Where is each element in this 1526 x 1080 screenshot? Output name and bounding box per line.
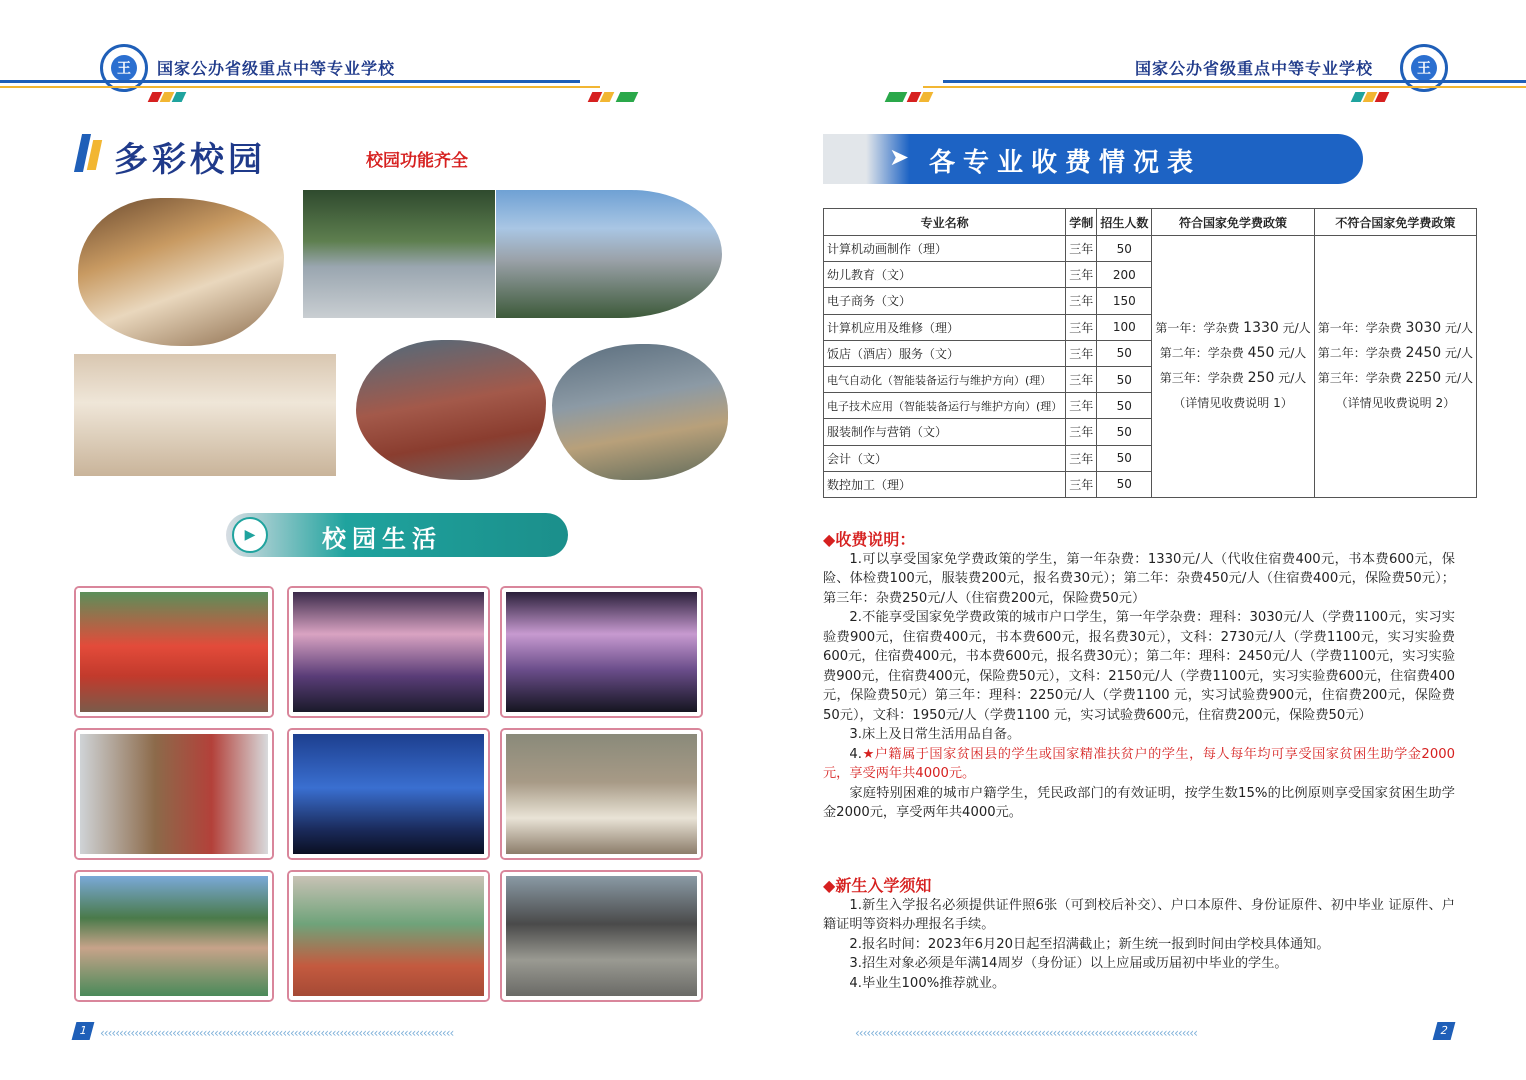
- header-stripe: [919, 92, 934, 102]
- right-page: [763, 0, 1526, 1080]
- major-name: 电子商务（文）: [824, 288, 1066, 314]
- fee-year-label: 第三年：学杂费: [1159, 371, 1244, 386]
- footer-chevron-decoration: ‹‹‹‹‹‹‹‹‹‹‹‹‹‹‹‹‹‹‹‹‹‹‹‹‹‹‹‹‹‹‹‹‹‹‹‹‹‹‹‹‹‹‹‹‹‹‹‹‹‹‹‹‹‹‹‹‹‹‹‹‹‹‹‹‹‹‹‹‹‹‹‹‹‹‹‹‹‹‹‹‹‹‹‹‹‹‹‹‹‹: [855, 1026, 1197, 1040]
- fee-year-label: 第一年：学杂费: [1155, 321, 1240, 336]
- free-policy-fees: [1152, 236, 1314, 498]
- major-years: 三年: [1066, 366, 1097, 392]
- fee-note-5: 家庭特别困难的城市户籍学生，凭民政部门的有效证明，按学生数15%的比例原则享受国家贫困生助学金2000元，享受两年共4000元。: [823, 785, 1455, 820]
- fee-note-4-number: 4.: [849, 746, 862, 762]
- table-row: [824, 236, 1477, 262]
- fee-unit: 元/人: [1445, 371, 1474, 386]
- header-stripe: [172, 92, 187, 102]
- fee-notes-heading: [823, 530, 1455, 550]
- major-years: 三年: [1066, 445, 1097, 471]
- header-rule: [943, 80, 1526, 83]
- header-stripe: [616, 92, 639, 102]
- table-header-row: [824, 209, 1477, 236]
- canteen-photo: [78, 198, 284, 346]
- fee-amount: 2450: [1405, 345, 1442, 362]
- martial-arts-show-photo: [502, 588, 701, 716]
- header-title-left: 国家公办省级重点中等专业学校: [157, 59, 396, 78]
- major-count: 50: [1097, 236, 1152, 262]
- major-count: 50: [1097, 445, 1152, 471]
- major-years: 三年: [1066, 314, 1097, 340]
- calligraphy-class-photo: [502, 730, 701, 858]
- page-number-right: 2: [1433, 1022, 1456, 1040]
- header-rule-accent: [0, 86, 600, 88]
- diamond-icon: ◆: [823, 530, 836, 549]
- chorus-performance-photo: [289, 588, 488, 716]
- fee-year-label: 第三年：学杂费: [1317, 371, 1402, 386]
- section-title-colorful-campus: 多彩校园: [114, 140, 266, 180]
- library-photo: [76, 730, 272, 858]
- footer-chevron-decoration: ‹‹‹‹‹‹‹‹‹‹‹‹‹‹‹‹‹‹‹‹‹‹‹‹‹‹‹‹‹‹‹‹‹‹‹‹‹‹‹‹‹‹‹‹‹‹‹‹‹‹‹‹‹‹‹‹‹‹‹‹‹‹‹‹‹‹‹‹‹‹‹‹‹‹‹‹‹‹‹‹‹‹‹‹‹‹‹‹‹‹‹‹‹: [100, 1026, 454, 1040]
- header-stripe: [885, 92, 908, 102]
- major-name: 计算机应用及维修（理）: [824, 314, 1066, 340]
- major-years: 三年: [1066, 419, 1097, 445]
- enrollment-notes-heading: [823, 876, 1455, 896]
- fee-amount: 2250: [1405, 370, 1442, 387]
- basketball-game-photo: [289, 872, 488, 1000]
- fee-notes-section: [823, 530, 1455, 823]
- major-name: 数控加工（理）: [824, 471, 1066, 497]
- fee-unit: 元/人: [1278, 371, 1307, 386]
- major-count: 200: [1097, 262, 1152, 288]
- major-count: 50: [1097, 471, 1152, 497]
- nonfree-policy-fees: [1314, 236, 1476, 498]
- fee-table-banner: [823, 134, 1363, 184]
- skills-competition-photo: [289, 730, 488, 858]
- student-group-photo: [76, 872, 272, 1000]
- major-count: 50: [1097, 393, 1152, 419]
- fee-unit: 元/人: [1278, 346, 1307, 361]
- col-header-nonfree-policy: 不符合国家免学费政策: [1314, 209, 1476, 236]
- teaching-building-photo: [496, 190, 722, 318]
- header-rule-accent: [923, 86, 1526, 88]
- fee-note: （详情见收费说明 2）: [1335, 396, 1456, 411]
- fee-notes-heading-text: 收费说明：: [835, 530, 916, 549]
- fee-note-1: 1.可以享受国家免学费政策的学生，第一年杂费：1330元/人（代收住宿费400元，书本费600元，保险、体检费100元，服装费200元，报名费30元）；第二年：杂费450元/人（住宿费400元，保险费50元）；第三年：杂费250元/人（住宿费200元，保险费50元）: [823, 551, 1455, 606]
- campus-building-photo: [303, 190, 495, 318]
- fee-line: [1155, 341, 1310, 366]
- logo-mark: 王: [1411, 55, 1437, 81]
- fee-amount: 3030: [1405, 320, 1442, 337]
- col-header-enrollment: 招生人数: [1097, 209, 1152, 236]
- fee-line: [1155, 316, 1310, 341]
- page-number-left: 1: [72, 1022, 95, 1040]
- campus-life-title: 校园生活: [322, 525, 442, 553]
- fee-line: [1318, 316, 1473, 341]
- enroll-note-1: 1.新生入学报名必须提供证件照6张（可到校后补交）、户口本原件、身份证原件、初中毕业 证原件、户籍证明等资料办理报名手续。: [823, 897, 1455, 932]
- major-count: 150: [1097, 288, 1152, 314]
- major-name: 电子技术应用（智能装备运行与维护方向）(理）: [824, 393, 1066, 419]
- header-rule: [0, 80, 580, 83]
- fee-amount: 250: [1247, 370, 1275, 387]
- title-bar-icon: [87, 140, 102, 170]
- major-name: 幼儿教育（文）: [824, 262, 1066, 288]
- fee-year-label: 第二年：学杂费: [1317, 346, 1402, 361]
- major-count: 50: [1097, 366, 1152, 392]
- enrollment-notes-heading-text: 新生入学须知: [835, 876, 932, 895]
- major-name: 计算机动画制作（理）: [824, 236, 1066, 262]
- major-years: 三年: [1066, 393, 1097, 419]
- major-count: 50: [1097, 419, 1152, 445]
- major-name: 会计（文）: [824, 445, 1066, 471]
- enrollment-notes-section: [823, 876, 1455, 993]
- logo-mark: 王: [111, 55, 137, 81]
- major-name: 服装制作与营销（文）: [824, 419, 1066, 445]
- major-years: 三年: [1066, 236, 1097, 262]
- school-logo-right: [1400, 44, 1448, 92]
- fee-note-4: [823, 745, 1455, 784]
- header-stripe: [600, 92, 615, 102]
- fee-line: [1155, 366, 1310, 391]
- fee-table: [823, 208, 1477, 498]
- col-header-years: 学制: [1066, 209, 1097, 236]
- fee-year-label: 第二年：学杂费: [1159, 346, 1244, 361]
- fee-note-4-highlight: ★户籍属于国家贫困县的学生或国家精准扶贫户的学生，每人每年均可享受国家贫困生助学金2000元，享受两年共4000元。: [823, 746, 1455, 781]
- stage-performance-photo: [76, 588, 272, 716]
- major-years: 三年: [1066, 288, 1097, 314]
- diamond-icon: ◆: [823, 876, 836, 895]
- major-years: 三年: [1066, 340, 1097, 366]
- fee-unit: 元/人: [1445, 321, 1474, 336]
- play-arrow-icon: ▶: [232, 517, 268, 553]
- major-count: 50: [1097, 340, 1152, 366]
- enroll-note-2: 2.报名时间：2023年6月20日起至招满截止；新生统一报到时间由学校具体通知。: [849, 936, 1330, 952]
- fee-year-label: 第一年：学杂费: [1317, 321, 1402, 336]
- fee-table-title: 各专业收费情况表: [929, 148, 1202, 178]
- major-years: 三年: [1066, 262, 1097, 288]
- major-name: 电气自动化（智能装备运行与维护方向）(理）: [824, 366, 1066, 392]
- col-header-free-policy: 符合国家免学费政策: [1152, 209, 1314, 236]
- fee-amount: 450: [1247, 345, 1275, 362]
- fee-unit: 元/人: [1445, 346, 1474, 361]
- major-count: 100: [1097, 314, 1152, 340]
- major-name: 饭店（酒店）服务（文）: [824, 340, 1066, 366]
- culture-wall-photo: [356, 340, 546, 480]
- enroll-note-3: 3.招生对象必须是年满14周岁（身份证）以上应届或历届初中毕业的学生。: [849, 956, 1288, 971]
- fee-unit: 元/人: [1282, 321, 1311, 336]
- tug-of-war-photo: [502, 872, 701, 1000]
- fee-note-3: 3.床上及日常生活用品自备。: [849, 727, 1021, 742]
- campus-plaza-photo: [552, 344, 728, 480]
- chevron-right-icon: ➤: [889, 143, 910, 171]
- header-stripe: [1375, 92, 1390, 102]
- fee-note: （详情见收费说明 1）: [1173, 396, 1293, 411]
- header-title-right: 国家公办省级重点中等专业学校: [1135, 59, 1374, 78]
- fee-note-2: 2.不能享受国家免学费政策的城市户口学生，第一年学杂费：理科：3030元/人（学费1100元，实习实验费900元，住宿费400元，书本费600元，报名费30元），文科：2730元/人（学费1100元，实习实验费600元，住宿费400元，书本费600元，报名费30元）；第二年：理科：2450元/人（学费1100元，实习实验费900元，住宿费400元，保险费50元），文科：2150元/人（学费1100元，实习实验费600元，住宿费400元，保险费50元）第三年：理科：2250元/人（学费1100 元，实习试验费900元，住宿费200元，保险费50元），文科：1950元/人（学费1100 元，实习试验费600元，住宿费200元，保险费50元）: [823, 610, 1456, 723]
- section-subtitle: 校园功能齐全: [366, 151, 468, 171]
- enroll-note-4: 4.毕业生100%推荐就业。: [849, 975, 1006, 991]
- campus-life-heading: [226, 513, 568, 557]
- fee-line: [1318, 366, 1473, 391]
- fee-amount: 1330: [1243, 320, 1279, 337]
- dormitory-photo: [74, 354, 336, 476]
- school-logo-left: [100, 44, 148, 92]
- major-years: 三年: [1066, 471, 1097, 497]
- col-header-major: 专业名称: [824, 209, 1066, 236]
- fee-line: [1318, 341, 1473, 366]
